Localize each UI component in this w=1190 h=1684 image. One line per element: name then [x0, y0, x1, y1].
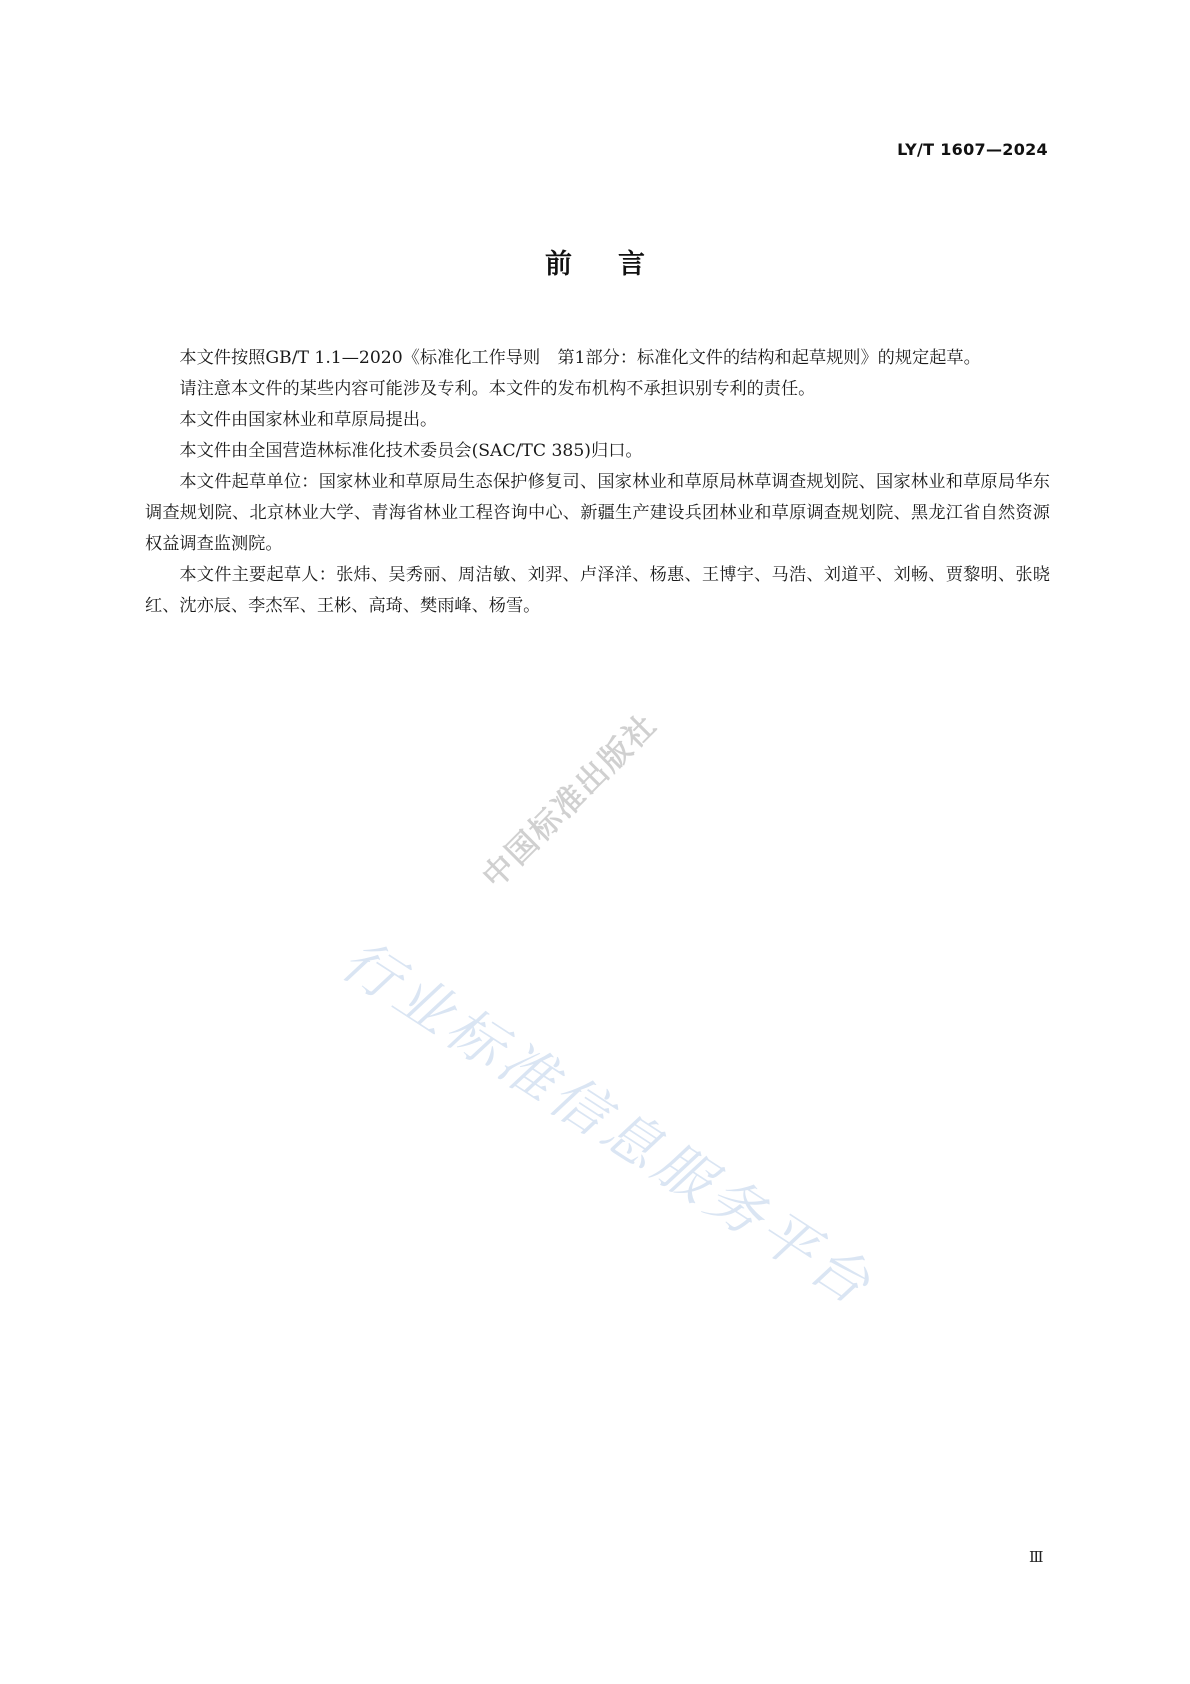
platform-watermark: 行业标准信息服务平台 — [329, 927, 886, 1320]
paragraph-drafters: 本文件主要起草人：张炜、吴秀丽、周洁敏、刘羿、卢泽洋、杨惠、王博宇、马浩、刘道平、刘畅、贾黎明、张晓红、沈亦辰、李杰军、王彬、高琦、樊雨峰、杨雪。 — [145, 565, 1050, 616]
standard-code: LY/T 1607—2024 — [897, 140, 1048, 159]
paragraph-patent-notice: 请注意本文件的某些内容可能涉及专利。本文件的发布机构不承担识别专利的责任。 — [179, 379, 816, 399]
paragraph-drafting-rules: 本文件按照GB/T 1.1—2020《标准化工作导则 第1部分：标准化文件的结构和起草规则》的规定起草。 — [179, 348, 981, 368]
paragraph-proposer: 本文件由国家林业和草原局提出。 — [179, 410, 438, 430]
page-title: 前言 — [545, 249, 691, 280]
paragraph-committee: 本文件由全国营造林标准化技术委员会(SAC/TC 385)归口。 — [179, 441, 643, 461]
paragraph-drafting-units: 本文件起草单位：国家林业和草原局生态保护修复司、国家林业和草原局林草调查规划院、国家林业和草原局华东调查规划院、北京林业大学、青海省林业工程咨询中心、新疆生产建设兵团林业和草原调查规划院、黑龙江省自然资源权益调查监测院。 — [145, 472, 1050, 554]
foreword-body — [145, 343, 1050, 622]
publisher-watermark: 中国标准出版社 — [475, 706, 665, 896]
page-number: Ⅲ — [1029, 1548, 1044, 1566]
